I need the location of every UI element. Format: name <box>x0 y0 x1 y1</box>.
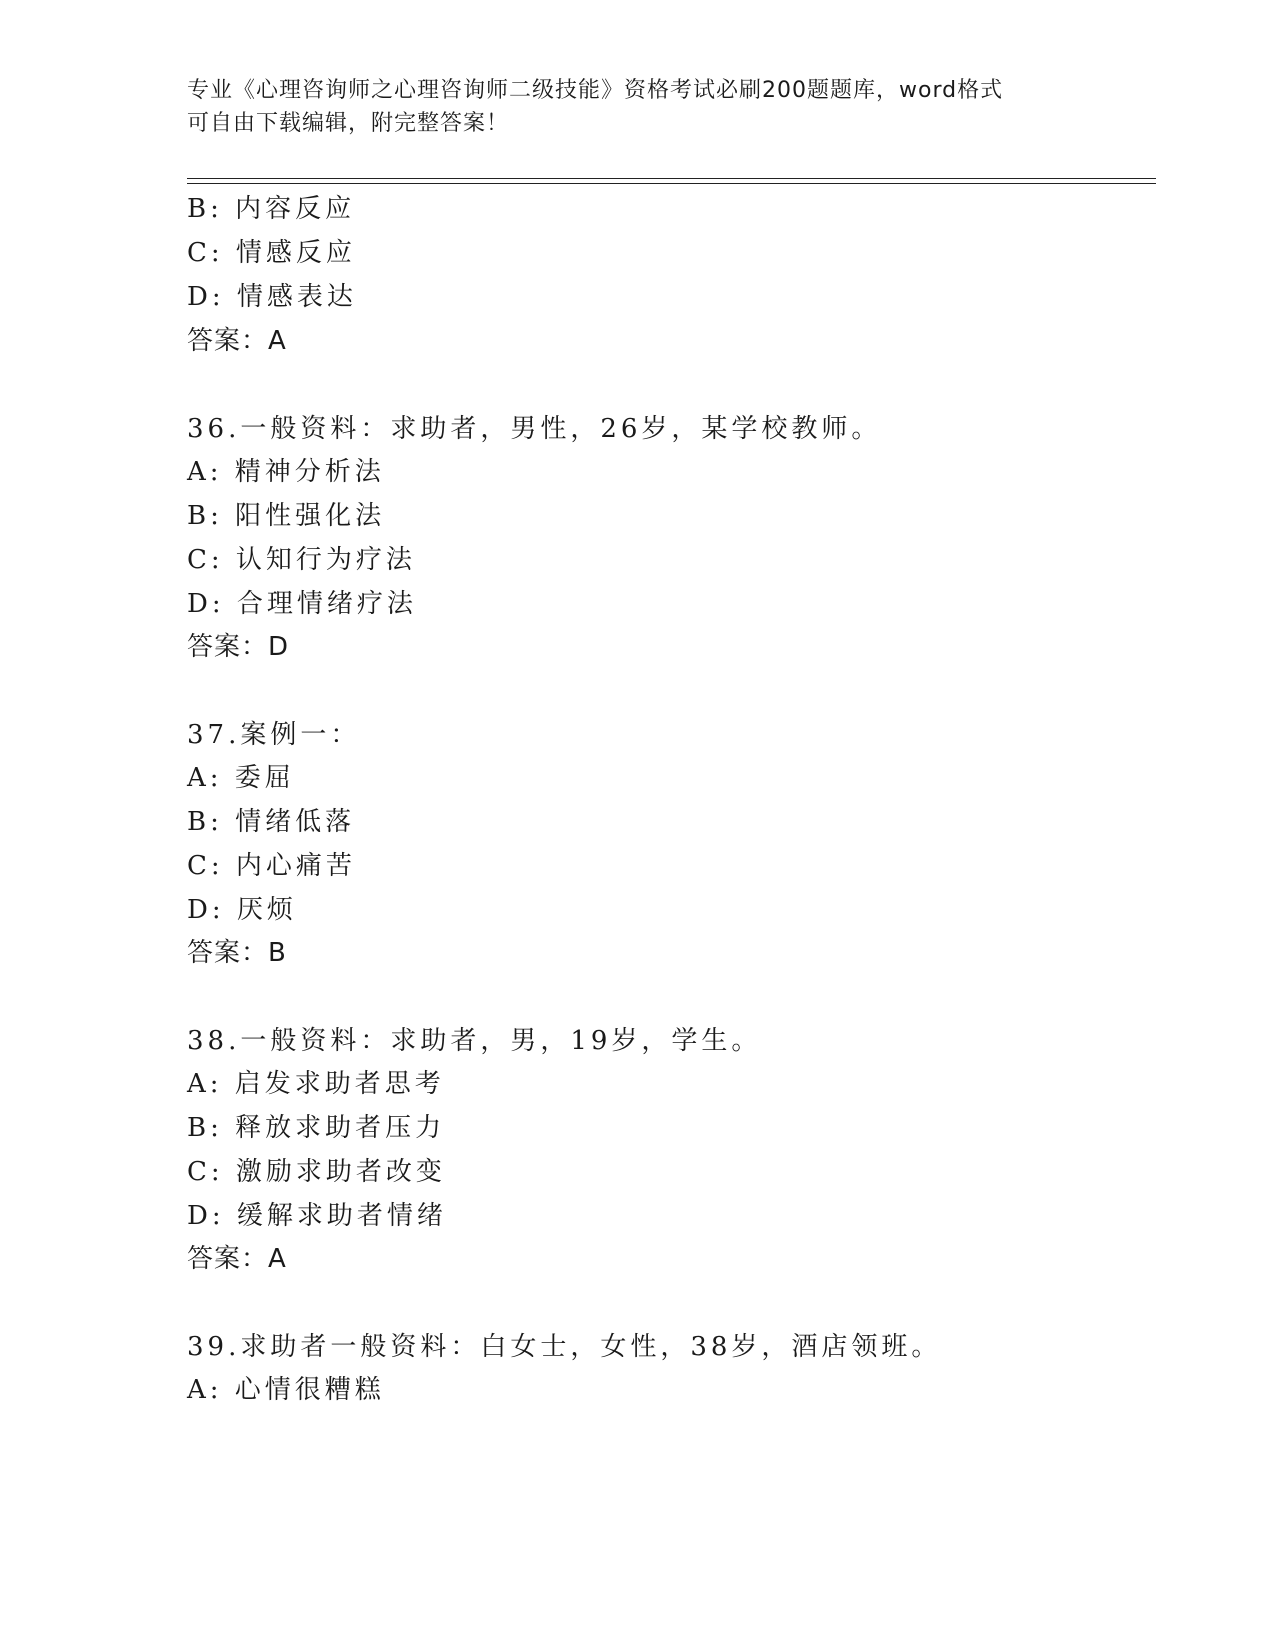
option-a: A: 委屈 <box>187 763 295 793</box>
option-a: A: 心情很糟糕 <box>187 1375 385 1405</box>
answer: 答案：B <box>187 938 287 968</box>
option-b: B: 情绪低落 <box>187 807 356 837</box>
question-36: 36.一般资料：求助者，男性，26岁，某学校教师。 <box>187 414 882 444</box>
option-b: B: 释放求助者压力 <box>187 1113 446 1143</box>
answer: 答案：A <box>187 1244 287 1274</box>
answer: 答案：D <box>187 632 290 662</box>
option-d: D: 缓解求助者情绪 <box>187 1201 447 1231</box>
option-b: B: 内容反应 <box>187 194 356 224</box>
question-37: 37.案例一： <box>187 720 361 750</box>
option-c: C: 内心痛苦 <box>187 851 356 881</box>
option-d: D: 合理情绪疗法 <box>187 589 417 619</box>
header-line-1: 专业《心理咨询师之心理咨询师二级技能》资格考试必刷200题题库，word格式 <box>187 78 1004 103</box>
header-divider-bottom <box>187 183 1156 184</box>
option-b: B: 阳性强化法 <box>187 501 386 531</box>
document-header <box>187 74 1087 140</box>
option-c: C: 认知行为疗法 <box>187 545 416 575</box>
header-line-2: 可自由下载编辑，附完整答案！ <box>187 111 510 136</box>
answer: 答案：A <box>187 326 287 356</box>
option-a: A: 启发求助者思考 <box>187 1069 445 1099</box>
question-38: 38.一般资料：求助者，男，19岁，学生。 <box>187 1026 762 1056</box>
option-c: C: 情感反应 <box>187 238 356 268</box>
option-a: A: 精神分析法 <box>187 457 385 487</box>
option-c: C: 激励求助者改变 <box>187 1157 446 1187</box>
option-d: D: 厌烦 <box>187 895 297 925</box>
option-d: D: 情感表达 <box>187 282 357 312</box>
question-39: 39.求助者一般资料：白女士，女性，38岁，酒店领班。 <box>187 1332 942 1362</box>
header-divider-top <box>187 178 1156 179</box>
